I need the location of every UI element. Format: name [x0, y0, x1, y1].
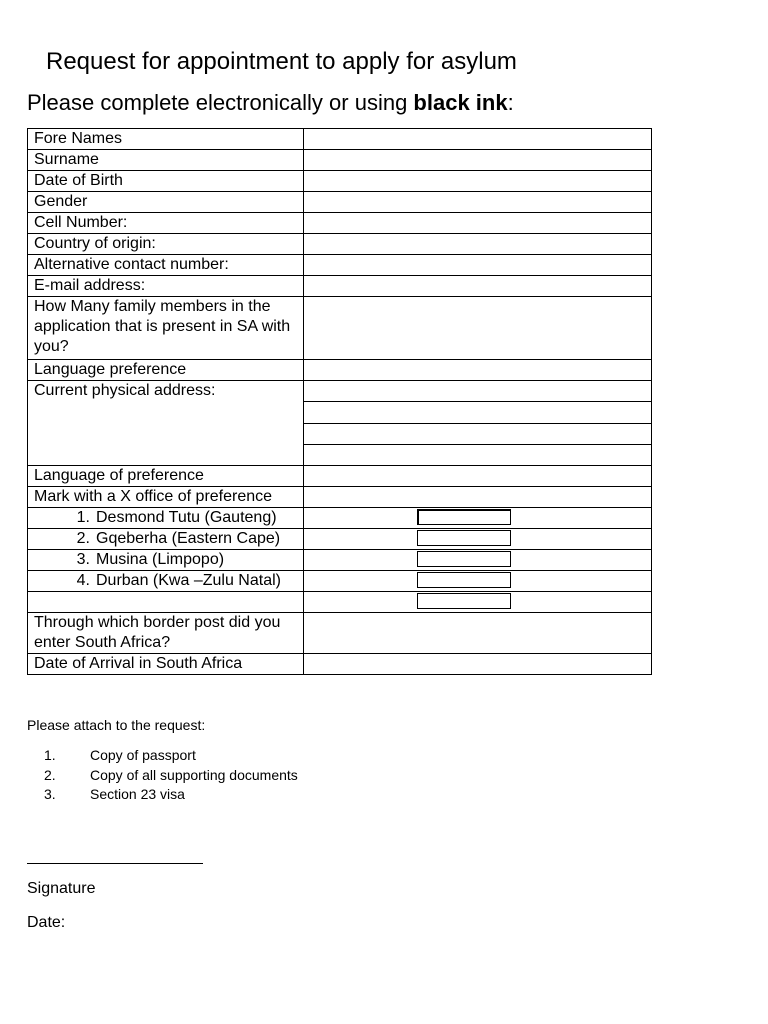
language-preference-field[interactable]	[304, 360, 652, 381]
office-3-cell	[304, 550, 652, 571]
office-5-cell	[304, 592, 652, 613]
label-language-preference: Language preference	[28, 360, 304, 381]
label-family-members: How Many family members in the application that is present in SA with you?	[28, 297, 304, 360]
application-form-table	[27, 128, 652, 675]
gender-field[interactable]	[304, 192, 652, 213]
office-option-1	[28, 508, 304, 529]
table-row	[28, 529, 652, 550]
instruction-bold-text: black ink	[413, 90, 508, 115]
table-row	[28, 571, 652, 592]
office-2-checkbox[interactable]	[417, 530, 511, 546]
signature-line[interactable]	[27, 863, 203, 864]
table-row	[28, 213, 652, 234]
list-item	[44, 766, 298, 786]
date-of-birth-field[interactable]	[304, 171, 652, 192]
table-row	[28, 381, 652, 402]
office-number: 3.	[76, 551, 90, 568]
table-row	[28, 550, 652, 571]
family-members-field[interactable]	[304, 297, 652, 360]
office-name: Gqeberha (Eastern Cape)	[96, 530, 281, 547]
table-row	[28, 255, 652, 276]
label-office-preference: Mark with a X office of preference	[28, 487, 304, 508]
alt-contact-field[interactable]	[304, 255, 652, 276]
table-row	[28, 466, 652, 487]
instruction-text: Please complete electronically or using	[27, 90, 414, 115]
fore-names-field[interactable]	[304, 129, 652, 150]
office-3-checkbox[interactable]	[417, 551, 511, 567]
surname-field[interactable]	[304, 150, 652, 171]
language-of-preference-field[interactable]	[304, 466, 652, 487]
list-text: Section 23 visa	[90, 786, 185, 802]
date-label: Date:	[27, 914, 66, 931]
table-row	[28, 613, 652, 654]
office-number: 2.	[76, 530, 90, 547]
office-1-cell	[304, 508, 652, 529]
office-5-checkbox[interactable]	[417, 593, 511, 609]
label-date-of-arrival: Date of Arrival in South Africa	[28, 654, 304, 675]
label-language-of-preference: Language of preference	[28, 466, 304, 487]
list-number: 1.	[44, 747, 56, 763]
label-email: E-mail address:	[28, 276, 304, 297]
list-number: 3.	[44, 786, 56, 802]
country-of-origin-field[interactable]	[304, 234, 652, 255]
table-row	[28, 487, 652, 508]
address-line-2-field[interactable]	[304, 402, 652, 423]
label-gender: Gender	[28, 192, 304, 213]
label-surname: Surname	[28, 150, 304, 171]
address-line-4-field[interactable]	[304, 444, 652, 465]
cell-number-field[interactable]	[304, 213, 652, 234]
label-country-of-origin: Country of origin:	[28, 234, 304, 255]
address-line-3-field[interactable]	[304, 423, 652, 444]
office-2-cell	[304, 529, 652, 550]
office-option-3	[28, 550, 304, 571]
office-name: Durban (Kwa –Zulu Natal)	[96, 572, 281, 589]
table-row	[28, 654, 652, 675]
office-number: 1.	[76, 509, 90, 526]
label-fore-names: Fore Names	[28, 129, 304, 150]
border-post-field[interactable]	[304, 613, 652, 654]
list-item	[44, 785, 298, 805]
instruction-suffix: :	[507, 90, 514, 115]
page-title: Request for appointment to apply for asylum	[46, 48, 517, 75]
label-border-post: Through which border post did you enter South Africa?	[28, 613, 304, 654]
instructions	[27, 88, 514, 118]
table-row	[28, 150, 652, 171]
label-date-of-birth: Date of Birth	[28, 171, 304, 192]
attachments-heading: Please attach to the request:	[27, 717, 206, 733]
attachments-list	[44, 746, 298, 805]
list-item	[44, 746, 298, 766]
label-alt-contact: Alternative contact number:	[28, 255, 304, 276]
office-4-cell	[304, 571, 652, 592]
email-field[interactable]	[304, 276, 652, 297]
table-row	[28, 592, 652, 613]
office-name: Musina (Limpopo)	[96, 551, 225, 568]
table-row	[28, 297, 652, 360]
office-option-4	[28, 571, 304, 592]
table-row	[28, 192, 652, 213]
list-text: Copy of passport	[90, 747, 196, 763]
office-4-checkbox[interactable]	[417, 572, 511, 588]
office-1-checkbox[interactable]	[417, 509, 511, 525]
table-row	[28, 129, 652, 150]
office-preference-field	[304, 487, 652, 508]
list-number: 2.	[44, 766, 56, 783]
table-row	[28, 171, 652, 192]
table-row	[28, 234, 652, 255]
list-text: Copy of all supporting documents	[90, 766, 298, 783]
empty-office-label	[28, 592, 304, 613]
date-of-arrival-field[interactable]	[304, 654, 652, 675]
office-number: 4.	[76, 572, 90, 589]
address-line-1-field[interactable]	[304, 381, 652, 402]
label-physical-address: Current physical address:	[28, 381, 304, 466]
label-cell-number: Cell Number:	[28, 213, 304, 234]
office-name: Desmond Tutu (Gauteng)	[96, 509, 277, 526]
office-option-2	[28, 529, 304, 550]
signature-label: Signature	[27, 880, 96, 897]
table-row	[28, 276, 652, 297]
table-row	[28, 360, 652, 381]
table-row	[28, 508, 652, 529]
